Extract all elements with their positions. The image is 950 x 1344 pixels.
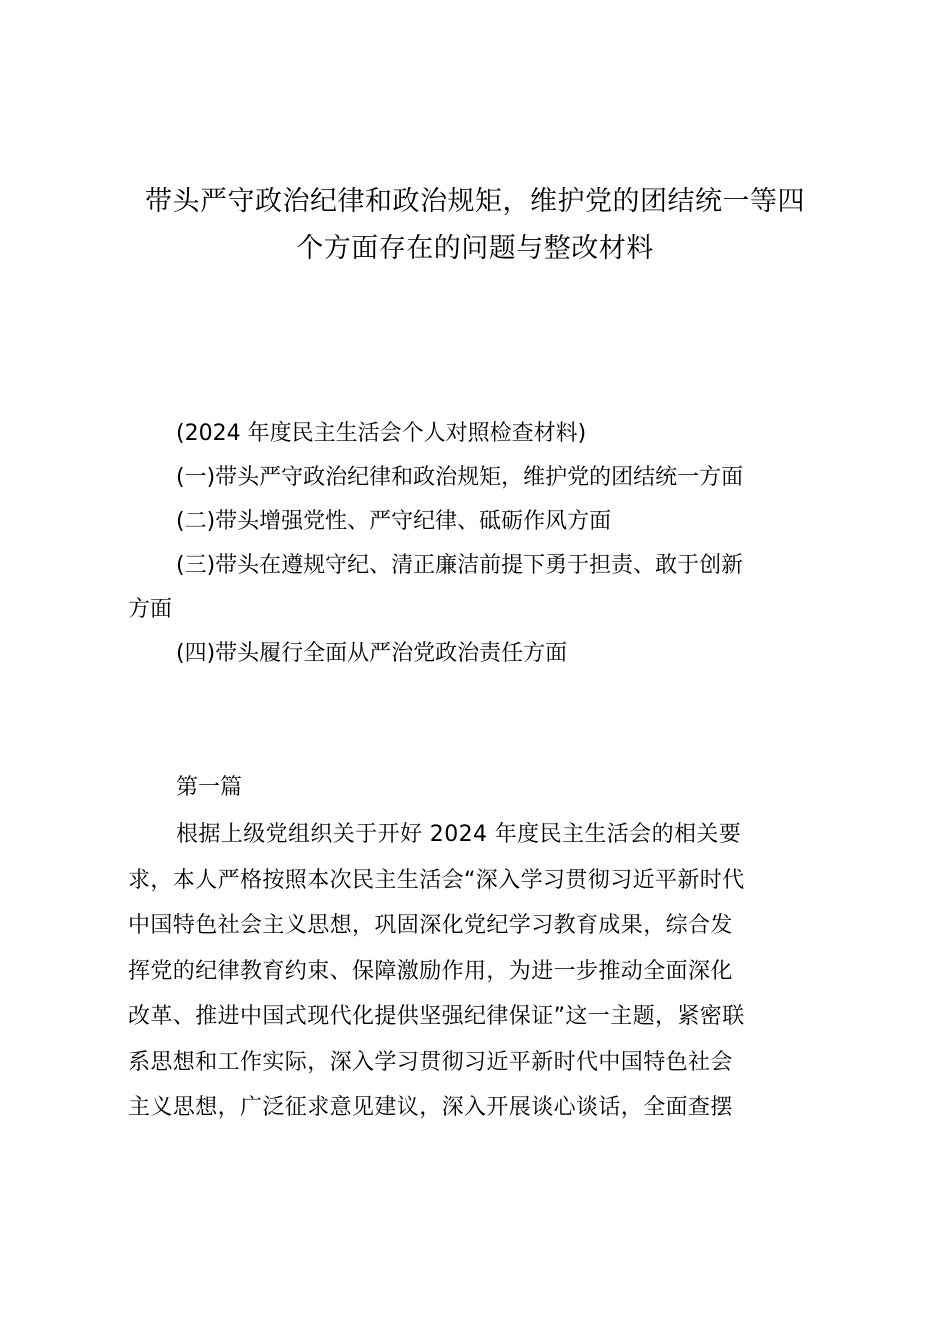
title-line-2: 个方面存在的问题与整改材料 [296, 233, 654, 264]
document-title [118, 178, 832, 272]
body-line: 求，本人严格按照本次民主生活会“深入学习贯彻习近平新时代 [128, 867, 745, 893]
outline-item-3-continued: 方面 [128, 597, 173, 622]
outline-item-1: (一)带头严守政治纪律和政治规矩，维护党的团结统一方面 [176, 465, 744, 490]
body-paragraph [128, 812, 832, 1131]
title-line-1: 带头严守政治纪律和政治规矩，维护党的团结统一等四 [145, 186, 805, 217]
body-line: 挥党的纪律教育约束、保障激励作用，为进一步推动全面深化 [128, 958, 733, 984]
body-line: 改革、推进中国式现代化提供坚强纪律保证”这一主题，紧密联 [128, 1004, 745, 1029]
outline-list [128, 412, 828, 676]
outline-item-4: (四)带头履行全面从严治党政治责任方面 [176, 641, 568, 666]
body-line: 主义思想，广泛征求意见建议，深入开展谈心谈话，全面查摆 [128, 1095, 733, 1120]
outline-item-2: (二)带头增强党性、严守纪律、砥砺作风方面 [176, 509, 612, 534]
section-heading: 第一篇 [176, 775, 243, 800]
body-line: 系思想和工作实际，深入学习贯彻习近平新时代中国特色社会 [128, 1049, 733, 1075]
outline-item-3: (三)带头在遵规守纪、清正廉洁前提下勇于担责、敢于创新 [176, 553, 744, 578]
body-line: 中国特色社会主义思想，巩固深化党纪学习教育成果，综合发 [128, 913, 733, 938]
body-line: 根据上级党组织关于开好 2024 年度民主生活会的相关要 [176, 822, 742, 847]
subtitle: (2024 年度民主生活会个人对照检查材料) [176, 421, 587, 446]
